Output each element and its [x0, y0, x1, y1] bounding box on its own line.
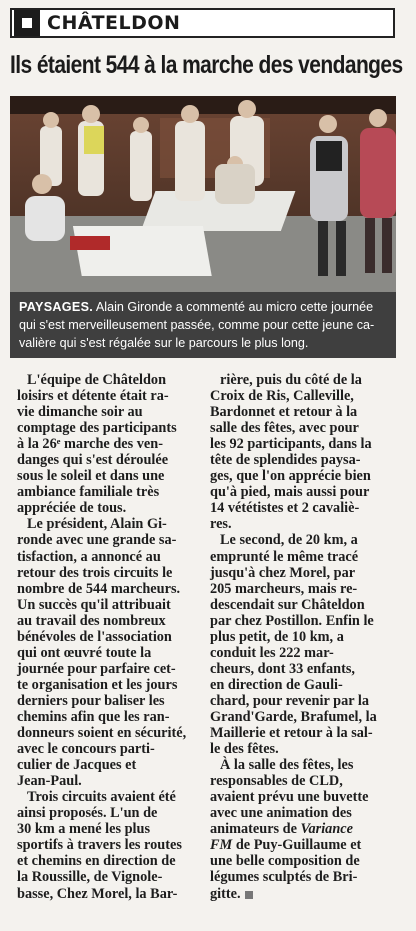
text-line: animateurs de Variance [210, 821, 353, 838]
text-line: Jean-Paul. [17, 773, 82, 790]
text-line: te organisation et les jours [17, 676, 178, 693]
text-line: nombre de 544 marcheurs. [17, 580, 181, 597]
text-line: descendait sur Châteldon [210, 596, 365, 613]
paragraph [17, 516, 205, 789]
text-line: par chez Postillon. Enfin le [210, 612, 374, 629]
text-line: conduit les 222 mar- [210, 644, 334, 661]
text-line: la Roussille, de Vignole- [17, 869, 163, 886]
text-line: chemins afin que les ran- [17, 708, 170, 725]
text-line: Grand'Garde, Brafumel, la [210, 708, 377, 725]
text-line: une belle composition de [210, 853, 360, 870]
text-line: et chemins en direction de [17, 853, 176, 870]
text-line: Le président, Alain Gi- [27, 516, 167, 533]
text-line: ronde avec une grande sa- [17, 532, 177, 549]
paragraph [17, 372, 205, 516]
text-line: derniers pour baliser les [17, 692, 165, 709]
text-line: gitte. [210, 885, 241, 902]
text-line: Trois circuits avaient été [27, 789, 176, 806]
text-line: cheurs, dont 33 enfants, [210, 660, 355, 677]
text-line: qu'à pied, mais aussi pour [210, 484, 370, 501]
text-line: res. [210, 516, 232, 533]
text-line: au travail des nombreux [17, 612, 166, 629]
text-line: 205 marcheurs, mais re- [210, 580, 358, 597]
text-line: journée pour parfaire cet- [17, 660, 176, 677]
text-line: basse, Chez Morel, la Bar- [17, 885, 178, 902]
text-line: FM de Puy-Guillaume et [210, 837, 362, 854]
text-line: ainsi proposés. L'un de [17, 805, 158, 822]
text-line: Un succès qu'il attribuait [17, 596, 171, 613]
text-line: ambiance familiale très [17, 484, 160, 501]
text-line: tête de splendides paysa- [210, 452, 361, 469]
text-line: Croix de Ris, Calleville, [210, 388, 354, 405]
text-line: responsables de CLD, [210, 773, 343, 790]
text-line: chard, pour revenir par la [210, 692, 369, 709]
text-line: retour des trois circuits le [17, 564, 173, 581]
section-header [10, 8, 395, 38]
article-headline: Ils étaient 544 à la marche des vendanges [10, 51, 403, 79]
text-line: bénévoles de l'association [17, 628, 172, 645]
text-line: rière, puis du côté de la [220, 372, 362, 388]
text-line: loisirs et détente était ra- [17, 388, 169, 405]
text-line: en direction de Gauli- [210, 676, 343, 693]
text-line: 14 vététistes et 2 cavaliè- [210, 500, 360, 517]
text-line: Maillerie et retour à la sal- [210, 725, 373, 742]
radio-name: FM [210, 837, 233, 854]
section-square-icon [14, 10, 40, 36]
text-line: vie dimanche soir au [17, 404, 143, 421]
text-line: 30 km a mené les plus [17, 821, 151, 838]
text-line: culier de Jacques et [17, 757, 137, 774]
paragraph [210, 757, 399, 901]
photo-image [10, 96, 396, 292]
text-line: avec le concours parti- [17, 741, 155, 758]
paragraph [210, 372, 399, 532]
text-line: le des fêtes. [210, 741, 279, 758]
text-line: Bardonnet et retour à la [210, 404, 358, 421]
article-column-1 [17, 372, 205, 902]
radio-name: Variance [300, 821, 353, 838]
section-title: CHÂTELDON [47, 12, 181, 34]
article-photo [10, 96, 396, 292]
text-line: les 92 participants, dans la [210, 436, 372, 453]
text-line: comptage des participants [17, 420, 177, 437]
text-line: salle des fêtes, avec pour [210, 420, 359, 437]
photo-caption [10, 292, 396, 358]
text-line: sportifs à travers les routes [17, 837, 182, 854]
text-line: emprunté le même tracé [210, 548, 359, 565]
text-line: à la 26ᵉ marche des ven- [17, 436, 163, 453]
text-line: qui ont œuvré toute la [17, 644, 152, 661]
text-line: appréciée de tous. [17, 500, 127, 517]
text-line: légumes sculptés de Bri- [210, 869, 358, 886]
text-line: tisfaction, a annoncé au [17, 548, 161, 565]
caption-line: valière qui s'est régalée sur le parcours le plus long. [19, 336, 309, 350]
text-line: sous le soleil et dans une [17, 468, 165, 485]
end-mark-icon [245, 891, 253, 899]
text-line: plus petit, de 10 km, a [210, 628, 344, 645]
article-column-2 [210, 372, 399, 902]
text-line: danges qui s'est déroulée [17, 452, 169, 469]
caption-line: qui s'est merveilleusement passée, comme pour cette jeune ca- [19, 318, 375, 332]
caption-line: Alain Gironde a commenté au micro cette journée [95, 300, 374, 314]
text-line: L'équipe de Châteldon [27, 372, 167, 388]
text-line: donneurs soient en sécurité, [17, 725, 187, 742]
text-line: Le second, de 20 km, a [220, 532, 358, 549]
paragraph [210, 532, 399, 757]
text-line: ges, que l'on apprécie bien [210, 468, 371, 485]
text-line: avaient prévu une buvette [210, 789, 369, 806]
paragraph [17, 789, 205, 901]
text-line: jusqu'à chez Morel, par [210, 564, 356, 581]
text-line: À la salle des fêtes, les [220, 757, 354, 774]
text-line: avec une animation des [210, 805, 352, 822]
caption-label: PAYSAGES. [19, 300, 94, 314]
